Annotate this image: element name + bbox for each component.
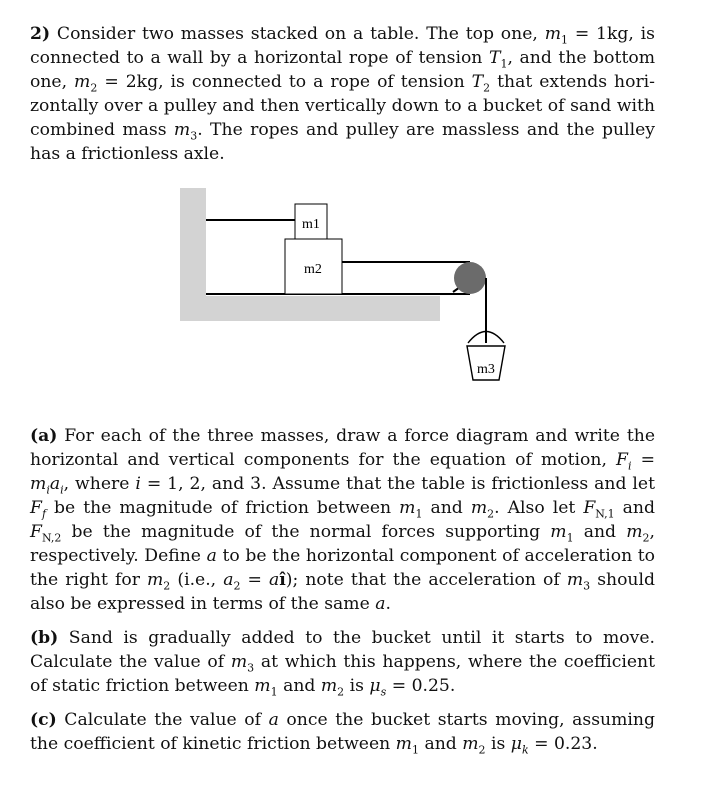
subscript: i — [60, 483, 64, 497]
var-m: m — [626, 522, 643, 542]
part-c-text: once the bucket starts moving, assuming the coefficient of kinetic friction between — [30, 710, 655, 754]
subscript: s — [380, 685, 387, 699]
var-a: a — [375, 594, 386, 614]
part-c — [30, 708, 655, 756]
subscript: 3 — [583, 579, 591, 593]
pulley — [454, 262, 486, 294]
var-m: m — [544, 24, 561, 44]
part-a — [30, 424, 655, 616]
var-F: F — [583, 498, 596, 518]
subscript: 2 — [337, 685, 345, 699]
intro-text: = 1kg, is connected to a wall by a horizontal rope of tension — [30, 24, 655, 68]
part-c-label: (c) — [30, 710, 57, 730]
part-b — [30, 626, 655, 698]
subscript: 3 — [190, 129, 198, 143]
var-a: a — [223, 570, 234, 590]
var-m: m — [395, 734, 412, 754]
subscript: 1 — [415, 507, 423, 521]
var-i: i — [135, 474, 141, 494]
part-a-text: to be the horizontal component of acceleration to the right for — [30, 546, 656, 590]
var-a: a — [206, 546, 217, 566]
intro-text: = 2kg, is connected to a rope of tension — [97, 72, 472, 92]
part-a-text: = 1, 2, and 3. Assume that the table is frictionless and let — [140, 474, 655, 494]
problem-number: 2) — [30, 24, 51, 44]
intro-text: that extends hori-zontally over a pulley and then vertically down to a bucket of sand with combined mass — [30, 72, 655, 140]
part-a-text: and — [573, 522, 627, 542]
part-b-label: (b) — [30, 628, 59, 648]
part-a-text: should also be expressed in terms of the same — [30, 570, 656, 614]
var-m: = m — [30, 450, 655, 494]
var-m: m — [470, 498, 488, 518]
part-a-text: (i.e., — [170, 570, 224, 590]
part-b-text: and — [277, 676, 321, 696]
var-m: m — [550, 522, 567, 542]
var-m: m — [462, 734, 479, 754]
subscript: 1 — [500, 57, 508, 71]
subscript: 1 — [561, 33, 568, 47]
subscript: i — [627, 459, 632, 473]
subscript: 1 — [566, 531, 574, 545]
var-a: = a — [240, 570, 280, 590]
part-a-label: (a) — [30, 426, 58, 446]
part-a-text: and — [614, 498, 656, 518]
unit-vector-i: î — [279, 570, 286, 590]
subscript: N,2 — [41, 531, 62, 545]
part-a-text: be the magnitude of the normal forces supporting — [61, 522, 551, 542]
subscript: f — [41, 507, 47, 521]
part-a-text: be the magnitude of friction between — [46, 498, 400, 518]
part-b-text: Sand is gradually added to the bucket until it starts to move. Calculate the value of — [30, 628, 655, 672]
var-m: m — [146, 570, 164, 590]
problem-intro — [30, 22, 655, 166]
part-a-text: ); note that the acceleration of — [285, 570, 567, 590]
subscript: 1 — [270, 685, 278, 699]
part-c-text: and — [418, 734, 463, 754]
var-a: a — [268, 710, 279, 730]
var-F: F — [616, 450, 628, 470]
var-F: F — [30, 498, 42, 518]
var-m: m — [566, 570, 584, 590]
intro-text: Consider two masses stacked on a table. The top one, — [56, 24, 545, 44]
physics-diagram — [170, 180, 530, 390]
intro-text: , and the bottom one, — [30, 48, 655, 92]
label-m3: m3 — [477, 362, 495, 377]
subscript: 2 — [233, 579, 241, 593]
var-m: m — [254, 676, 271, 696]
var-mu: μ — [369, 676, 381, 696]
var-F: F — [30, 522, 42, 542]
part-b-text: at which this happens, where the coefficient of static friction between — [30, 652, 656, 696]
part-a-text: , respectively. Define — [30, 522, 655, 566]
subscript: 2 — [163, 579, 171, 593]
var-m: m — [399, 498, 416, 518]
part-b-text: = 0.25. — [386, 676, 456, 696]
part-a-text: . Also let — [494, 498, 584, 518]
var-m: m — [173, 120, 191, 140]
subscript: 2 — [483, 81, 491, 95]
var-m: m — [230, 652, 248, 672]
part-a-text: For each of the three masses, draw a force diagram and write the horizontal and vertical components for the equation of motion, — [30, 426, 655, 470]
subscript: 2 — [478, 743, 486, 757]
subscript: i — [46, 483, 50, 497]
var-T: T — [488, 48, 501, 68]
part-a-text: and — [422, 498, 471, 518]
intro-text: . The ropes and pulley are massless and the pulley has a frictionless axle. — [30, 120, 655, 164]
subscript: 2 — [90, 81, 98, 95]
label-m1: m1 — [302, 217, 320, 232]
subscript: 2 — [487, 507, 495, 521]
subscript: 2 — [642, 531, 650, 545]
subscript: N,1 — [595, 507, 615, 521]
subscript: 3 — [247, 661, 255, 675]
var-mu: μ — [510, 734, 522, 754]
part-a-text: , where — [63, 474, 136, 494]
part-a-text: . — [385, 594, 391, 614]
var-a: a — [49, 474, 61, 494]
label-m2: m2 — [304, 262, 322, 277]
subscript: 1 — [411, 743, 419, 757]
var-m: m — [320, 676, 338, 696]
part-c-text: = 0.23. — [528, 734, 598, 754]
part-c-text: is — [485, 734, 511, 754]
subscript: k — [521, 743, 529, 757]
var-T: T — [471, 72, 484, 92]
part-c-text: Calculate the value of — [56, 710, 269, 730]
var-m: m — [74, 72, 91, 92]
part-b-text: is — [344, 676, 370, 696]
